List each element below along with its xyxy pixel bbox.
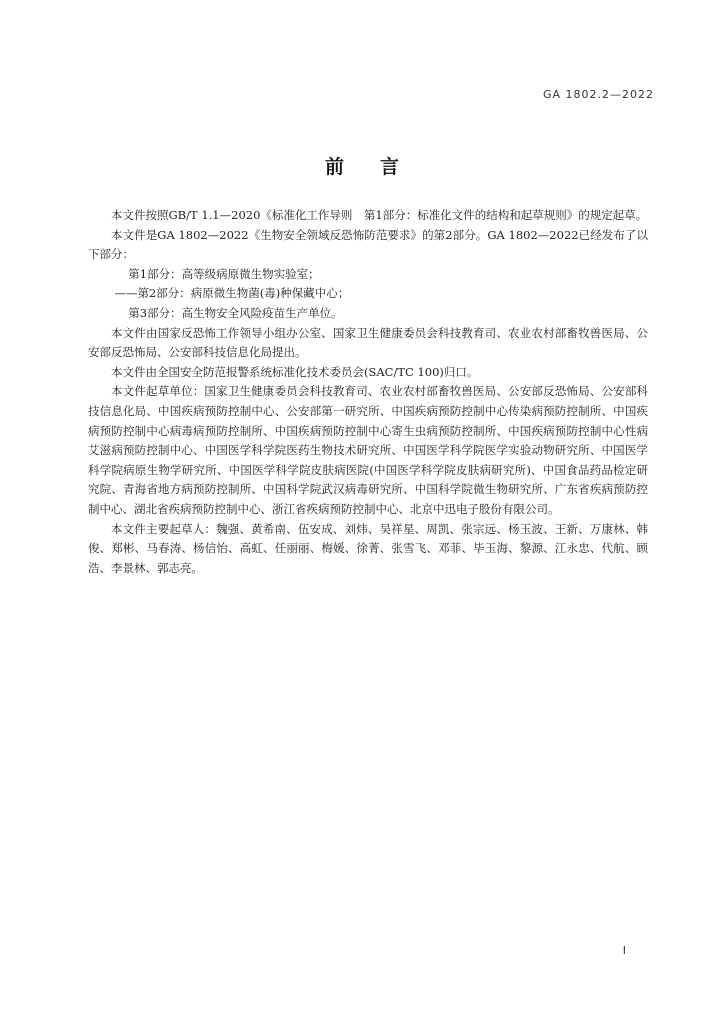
list-item-part-2: ——第2部分：病原微生物菌(毒)种保藏中心；	[114, 286, 350, 301]
page-number: I	[622, 944, 626, 957]
paragraph-drafting-units: 本文件起草单位：国家卫生健康委员会科技教育司、农业农村部畜牧兽医局、公安部反恐怖局、公安部科技信息化局、中国疾病预防控制中心、公安部第一研究所、中国疾病预防控制中心传染病预防控制所、中国疾病预防控制中心病毒病预防控制所、中国疾病预防控制中心寄生虫病预防控制所、中国疾病预防控制中心性病艾滋病预防控制中心、中国医学科学院医药生物技术研究所、中国医学科学院医学实验动物研究所、中国医学科学院病原生物学研究所、中国医学科学院皮肤病医院(中国医学科学院皮肤病研究所)、中国食品药品检定研究院、青海省地方病预防控制所、中国科学院武汉病毒研究所、中国科学院微生物研究所、广东省疾病预防控制中心、湖北省疾病预防控制中心、浙江省疾病预防控制中心、北京中迅电子股份有限公司。	[88, 384, 648, 516]
paragraph-proposed-by: 本文件由国家反恐怖工作领导小组办公室、国家卫生健康委员会科技教育司、农业农村部畜牧兽医局、公安部反恐怖局、公安部科技信息化局提出。	[88, 325, 648, 360]
paragraph-drafters: 本文件主要起草人：魏强、黄希南、伍安成、刘炜、吴祥星、周凯、张宗远、杨玉波、王新、万康林、韩俊、郑彬、马春涛、杨信怡、高虹、任丽丽、梅媛、徐菁、张雪飞、邓菲、毕玉海、黎源、江永忠、代航、顾浩、李景林、郭志亮。	[88, 521, 648, 575]
paragraph-drafting-rules: 本文件按照GB/T 1.1—2020《标准化工作导则 第1部分：标准化文件的结构和起草规则》的规定起草。	[111, 208, 648, 222]
paragraph-series-info: 本文件是GA 1802—2022《生物安全领域反恐怖防范要求》的第2部分。GA 1802—2022已经发布了以下部分：	[88, 227, 648, 262]
standard-code: GA 1802.2—2022	[542, 88, 654, 101]
list-item-part-1: 第1部分：高等级病原微生物实验室；	[128, 266, 320, 281]
paragraph-centralized-by: 本文件由全国安全防范报警系统标准化技术委员会(SAC/TC 100)归口。	[111, 364, 479, 379]
page-title: 前言	[324, 156, 435, 178]
foreword-body	[88, 206, 648, 578]
list-item-part-3: 第3部分：高生物安全风险疫苗生产单位。	[128, 305, 343, 320]
